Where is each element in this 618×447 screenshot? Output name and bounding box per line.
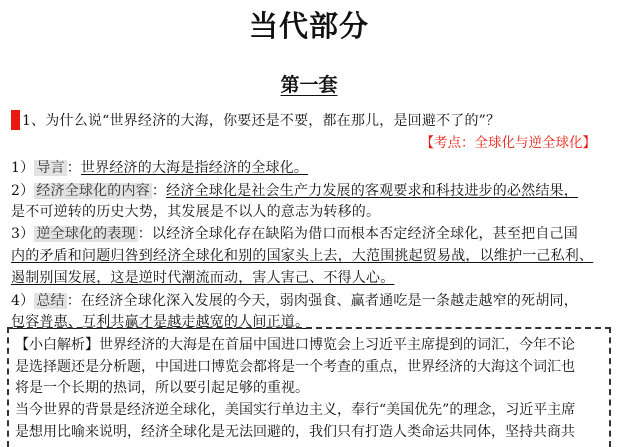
point-4-text-2: 包容普惠、互利共赢才是越走越宽的人间正道。	[11, 314, 310, 330]
answer-point-2	[11, 180, 578, 200]
point-1-colon: ：	[66, 160, 81, 176]
question-marker	[11, 110, 20, 130]
point-4-num: 4）	[11, 293, 35, 309]
page-title: 当代部分	[248, 9, 369, 43]
point-3-label: 逆全球化的表现	[36, 226, 136, 242]
point-2-num: 2）	[11, 183, 35, 199]
point-3-colon: ：	[137, 226, 152, 242]
point-2-text-2: 是不可逆转的历史大势，其发展是不以人的意志为转移的。	[11, 204, 381, 220]
analysis-line-1: 【小白解析】世界经济的大海是在首届中国进口博览会上习近平主席提到的词汇，今年不论	[15, 337, 575, 353]
point-1-label: 导言	[36, 160, 65, 176]
point-4-colon: ：	[66, 293, 81, 309]
point-3-num: 3）	[11, 226, 35, 242]
analysis-line-2: 是选择题还是分析题，中国进口博览会都将是一个考查的重点，世界经济的大海这个词汇也	[15, 359, 575, 375]
answer-point-3	[11, 223, 578, 243]
answer-point-1	[11, 157, 308, 177]
point-3-text-1: 以经济全球化存在缺陷为借口而根本否定经济全球化，甚至把自己国	[151, 226, 578, 242]
point-2-text-1: 经济全球化是社会生产力发展的客观要求和科技进步的必然结果，	[166, 183, 578, 199]
section-subtitle	[0, 70, 618, 97]
section-subtitle-text: 第一套	[280, 74, 338, 96]
answer-point-4	[11, 290, 578, 310]
point-2-label: 经济全球化的内容	[36, 183, 150, 199]
point-1-text: 世界经济的大海是指经济的全球化。	[80, 160, 309, 176]
point-3-text-2: 内的矛盾和问题归咎到经济全球化和别的国家头上去，大范围挑起贸易战，以维护一己私利、	[11, 248, 594, 264]
point-4-label: 总结	[36, 293, 65, 309]
point-1-num: 1）	[11, 160, 35, 176]
point-3-text-3: 遏制别国发展，这是逆时代潮流而动，害人害己、不得人心。	[11, 270, 395, 286]
question-text: 1、为什么说“世界经济的大海，你要还是不要，都在那儿，是回避不了的”？	[22, 113, 501, 129]
analysis-line-4: 当今世界的背景是经济逆全球化，美国实行单边主义，奉行“美国优先”的理念，习近平主席	[15, 402, 576, 418]
analysis-line-5: 是想用比喻来说明，经济全球化是无法回避的，我们只有打造人类命运共同体，坚持共商共	[15, 424, 575, 440]
kaodian-label: 【考点：全球化与逆全球化】	[420, 135, 596, 151]
point-2-colon: ：	[151, 183, 167, 199]
analysis-line-3: 将是一个长期的热词，所以要引起足够的重视。	[15, 380, 309, 396]
point-4-text-1: 在经济全球化深入发展的今天，弱肉强食、赢者通吃是一条越走越窄的死胡同，	[80, 293, 578, 309]
